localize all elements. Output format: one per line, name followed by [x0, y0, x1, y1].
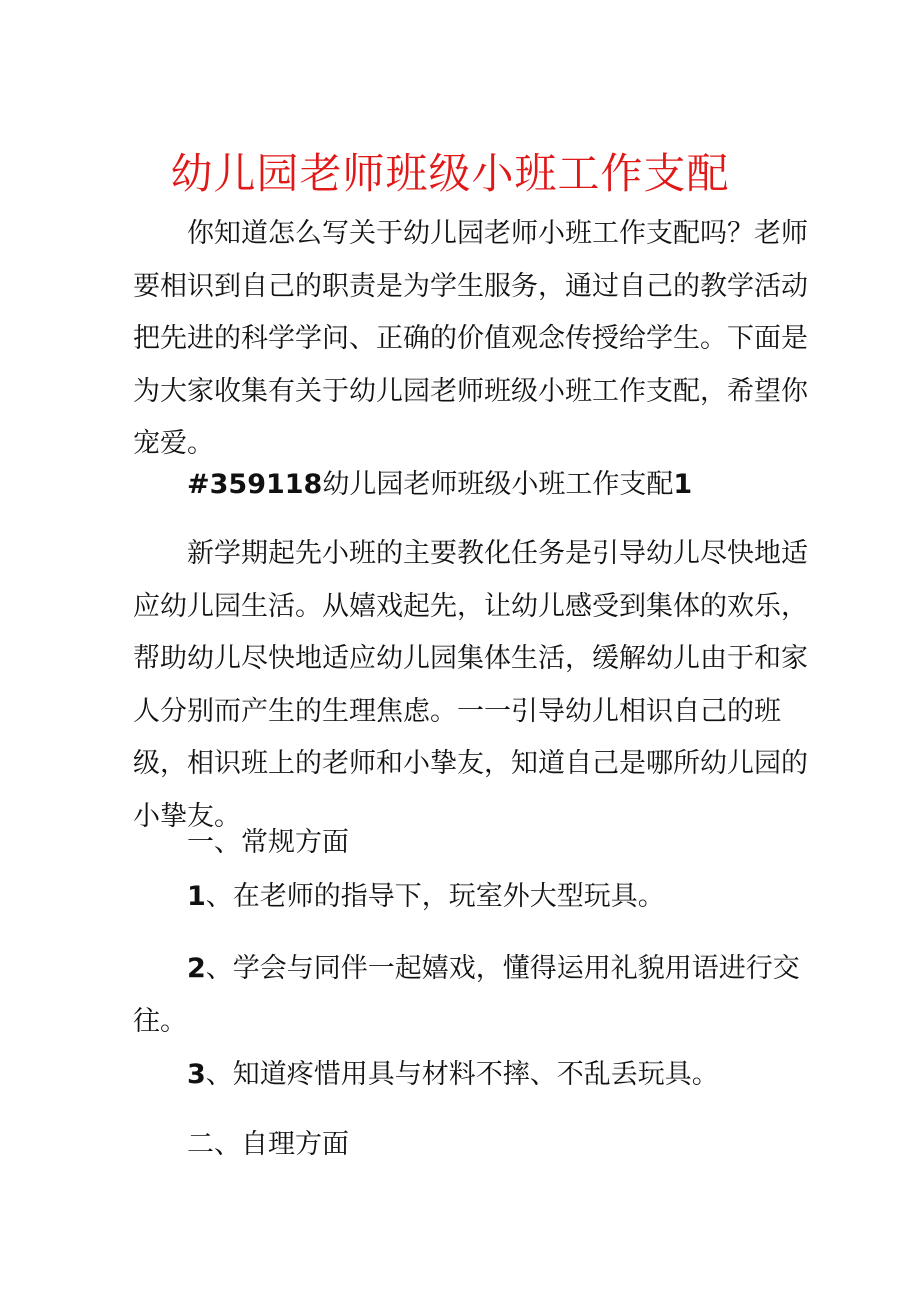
text-line: 把先进的科学学问、正确的价值观念传授给学生。下面是 — [133, 323, 808, 354]
section-subtitle — [133, 459, 793, 512]
list-item-line — [133, 871, 793, 924]
body-paragraph — [133, 528, 808, 843]
subtitle-index: 1 — [673, 469, 693, 500]
list-item-number: 1 — [187, 881, 206, 912]
list-item — [133, 1049, 793, 1102]
list-item — [133, 871, 793, 924]
text-line: 要相识到自己的职责是为学生服务，通过自己的教学活动 — [133, 270, 808, 302]
text-line: 新学期起先小班的主要教化任务是引导幼儿尽快地适 — [187, 538, 808, 569]
text-line: 帮助幼儿尽快地适应幼儿园集体生活，缓解幼儿由于和家 — [133, 643, 808, 674]
list-item-line — [133, 1049, 793, 1102]
text-line: 为大家收集有关于幼儿园老师班级小班工作支配，希望你 — [133, 375, 808, 407]
list-item-text: 、在老师的指导下，玩室外大型玩具。 — [205, 881, 665, 912]
text-line: 应幼儿园生活。从嬉戏起先，让幼儿感受到集体的欢乐， — [133, 590, 808, 622]
section-heading — [133, 817, 793, 870]
section-heading — [133, 1119, 793, 1172]
text-line: 宠爱。 — [133, 428, 214, 459]
document-title: 幼儿园老师班级小班工作支配 — [170, 149, 730, 198]
text-line: 你知道怎么写关于幼儿园老师小班工作支配吗？老师 — [187, 218, 808, 249]
list-item-number: 3 — [187, 1059, 206, 1090]
list-item-line — [133, 943, 800, 996]
text-line: 人分别而产生的生理焦虑。一一引导幼儿相识自己的班 — [133, 695, 781, 727]
list-item — [133, 943, 800, 1048]
list-item-text: 、知道疼惜用具与材料不摔、不乱丢玩具。 — [205, 1059, 719, 1090]
subtitle-code: #359118 — [187, 469, 323, 500]
subtitle-line — [133, 459, 793, 512]
text-line: 小挚友。 — [133, 800, 241, 832]
section-heading-text: 二、自理方面 — [187, 1129, 349, 1160]
section-heading-text: 一、常规方面 — [187, 827, 349, 858]
subtitle-text: 幼儿园老师班级小班工作支配 — [322, 469, 674, 500]
intro-paragraph — [133, 208, 808, 471]
list-item-continuation: 往。 — [133, 1005, 187, 1037]
list-item-text: 、学会与同伴一起嬉戏，懂得运用礼貌用语进行交 — [205, 953, 800, 984]
text-line: 级，相识班上的老师和小挚友，知道自己是哪所幼儿园的 — [133, 748, 808, 779]
list-item-number: 2 — [187, 953, 206, 984]
